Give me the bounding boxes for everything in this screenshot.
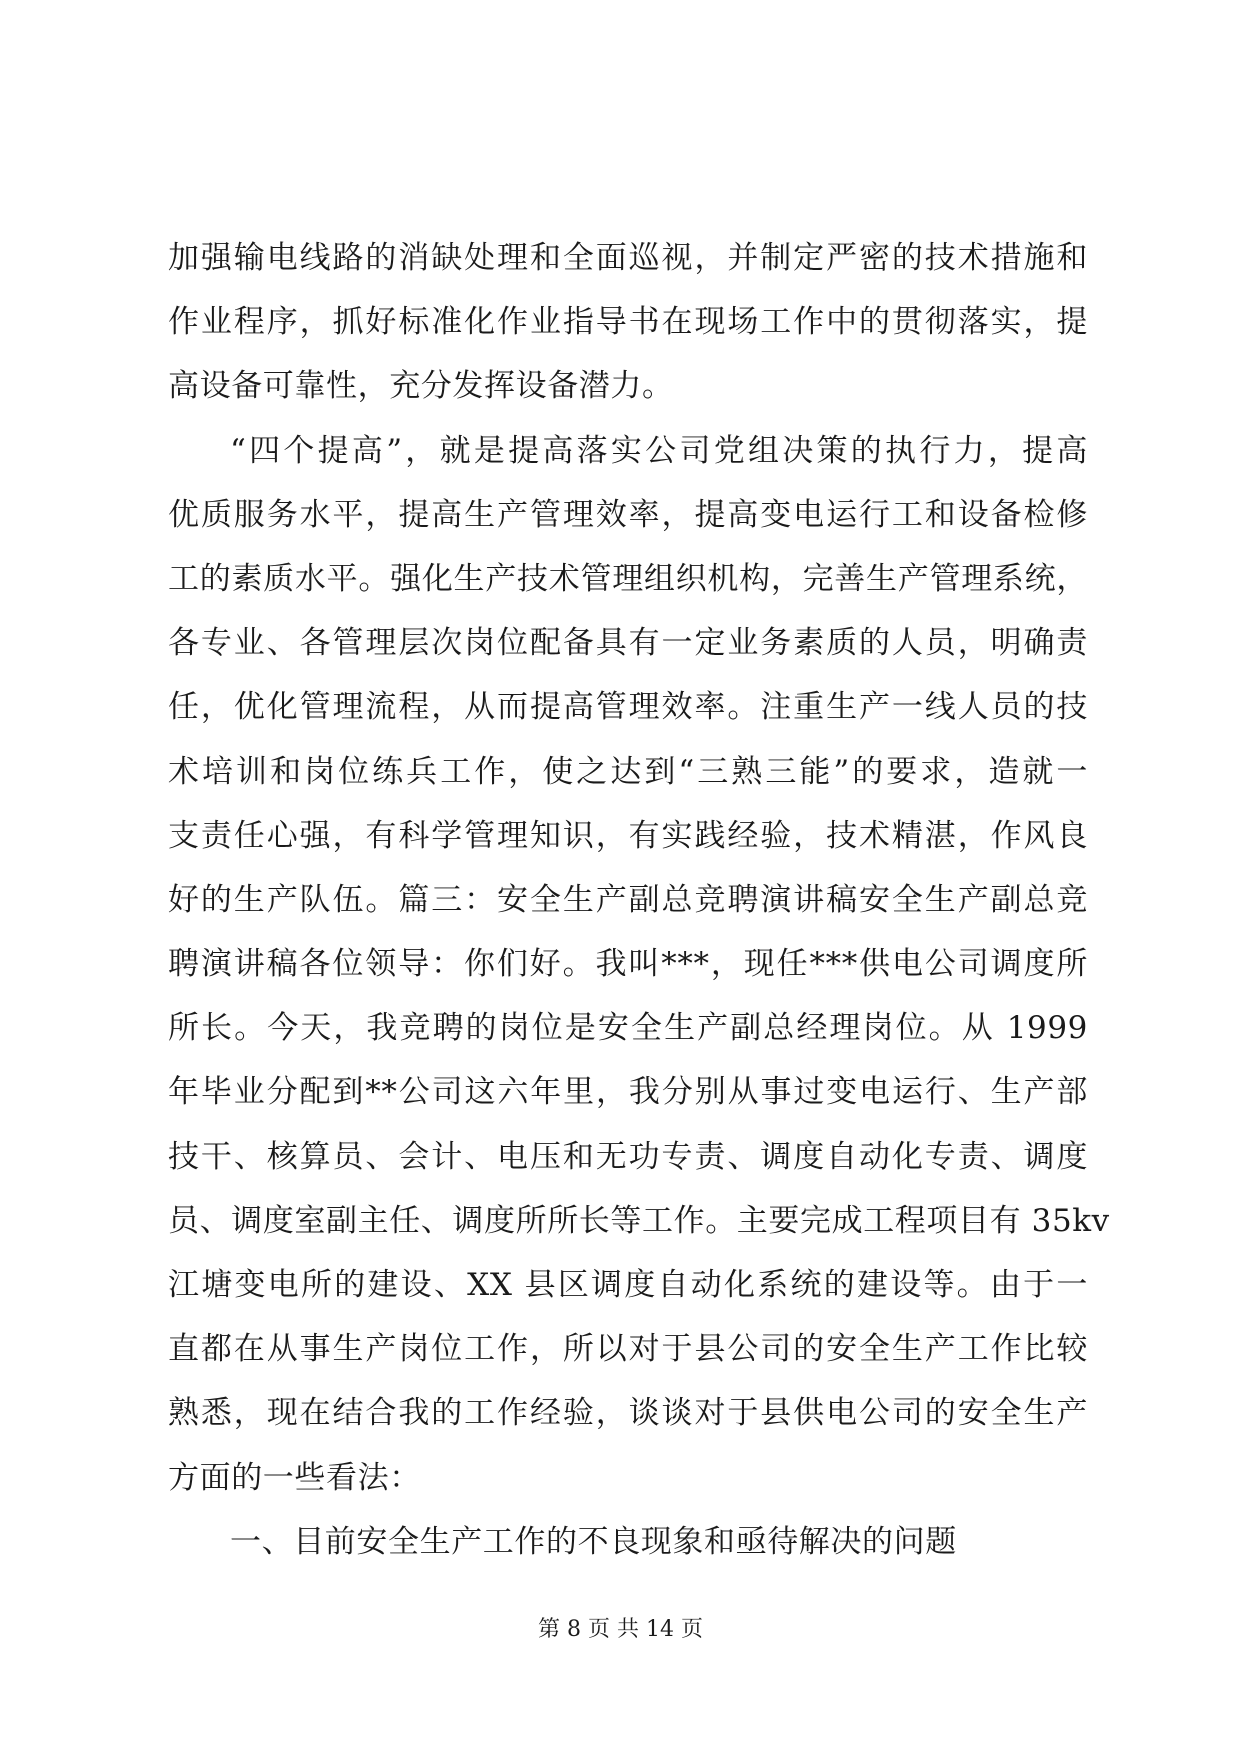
text-line: 好的生产队伍。篇三：安全生产副总竞聘演讲稿安全生产副总竞 <box>168 881 1088 918</box>
text-line: 方面的一些看法： <box>168 1459 421 1496</box>
text-line: 员、调度室副主任、调度所所长等工作。主要完成工程项目有 35kv <box>168 1202 1110 1239</box>
text-line: 作业程序，抓好标准化作业指导书在现场工作中的贯彻落实，提 <box>168 304 1088 341</box>
text-line: 技干、核算员、会计、电压和无功专责、调度自动化专责、调度 <box>168 1138 1088 1175</box>
text-line: 任，优化管理流程，从而提高管理效率。注重生产一线人员的技 <box>168 689 1088 726</box>
text-line: “四个提高”，就是提高落实公司党组决策的执行力，提高 <box>230 432 1088 469</box>
text-line: 加强输电线路的消缺处理和全面巡视，并制定严密的技术措施和 <box>168 240 1088 276</box>
text-line: 直都在从事生产岗位工作，所以对于县公司的安全生产工作比较 <box>168 1331 1088 1368</box>
text-line: 年毕业分配到**公司这六年里，我分别从事过变电运行、生产部 <box>168 1074 1088 1111</box>
body-text <box>168 226 1110 1574</box>
text-line: 所长。今天，我竞聘的岗位是安全生产副总经理岗位。从 1999 <box>168 1010 1088 1047</box>
text-line: 高设备可靠性，充分发挥设备潜力。 <box>168 368 674 405</box>
section-heading: 一、目前安全生产工作的不良现象和亟待解决的问题 <box>230 1523 957 1560</box>
text-line: 工的素质水平。强化生产技术管理组织机构，完善生产管理系统， <box>168 560 1088 597</box>
text-line: 江塘变电所的建设、XX 县区调度自动化系统的建设等。由于一 <box>168 1267 1088 1303</box>
page-number-footer: 第 8 页 共 14 页 <box>538 1617 703 1642</box>
text-line: 术培训和岗位练兵工作，使之达到“三熟三能”的要求，造就一 <box>168 753 1088 790</box>
text-line: 各专业、各管理层次岗位配备具有一定业务素质的人员，明确责 <box>168 625 1088 662</box>
text-line: 支责任心强，有科学管理知识，有实践经验，技术精湛，作风良 <box>168 817 1088 854</box>
text-line: 优质服务水平，提高生产管理效率，提高变电运行工和设备检修 <box>168 496 1088 533</box>
text-line: 熟悉，现在结合我的工作经验，谈谈对于县供电公司的安全生产 <box>168 1395 1088 1432</box>
text-line: 聘演讲稿各位领导：你们好。我叫***，现任***供电公司调度所 <box>168 946 1088 983</box>
